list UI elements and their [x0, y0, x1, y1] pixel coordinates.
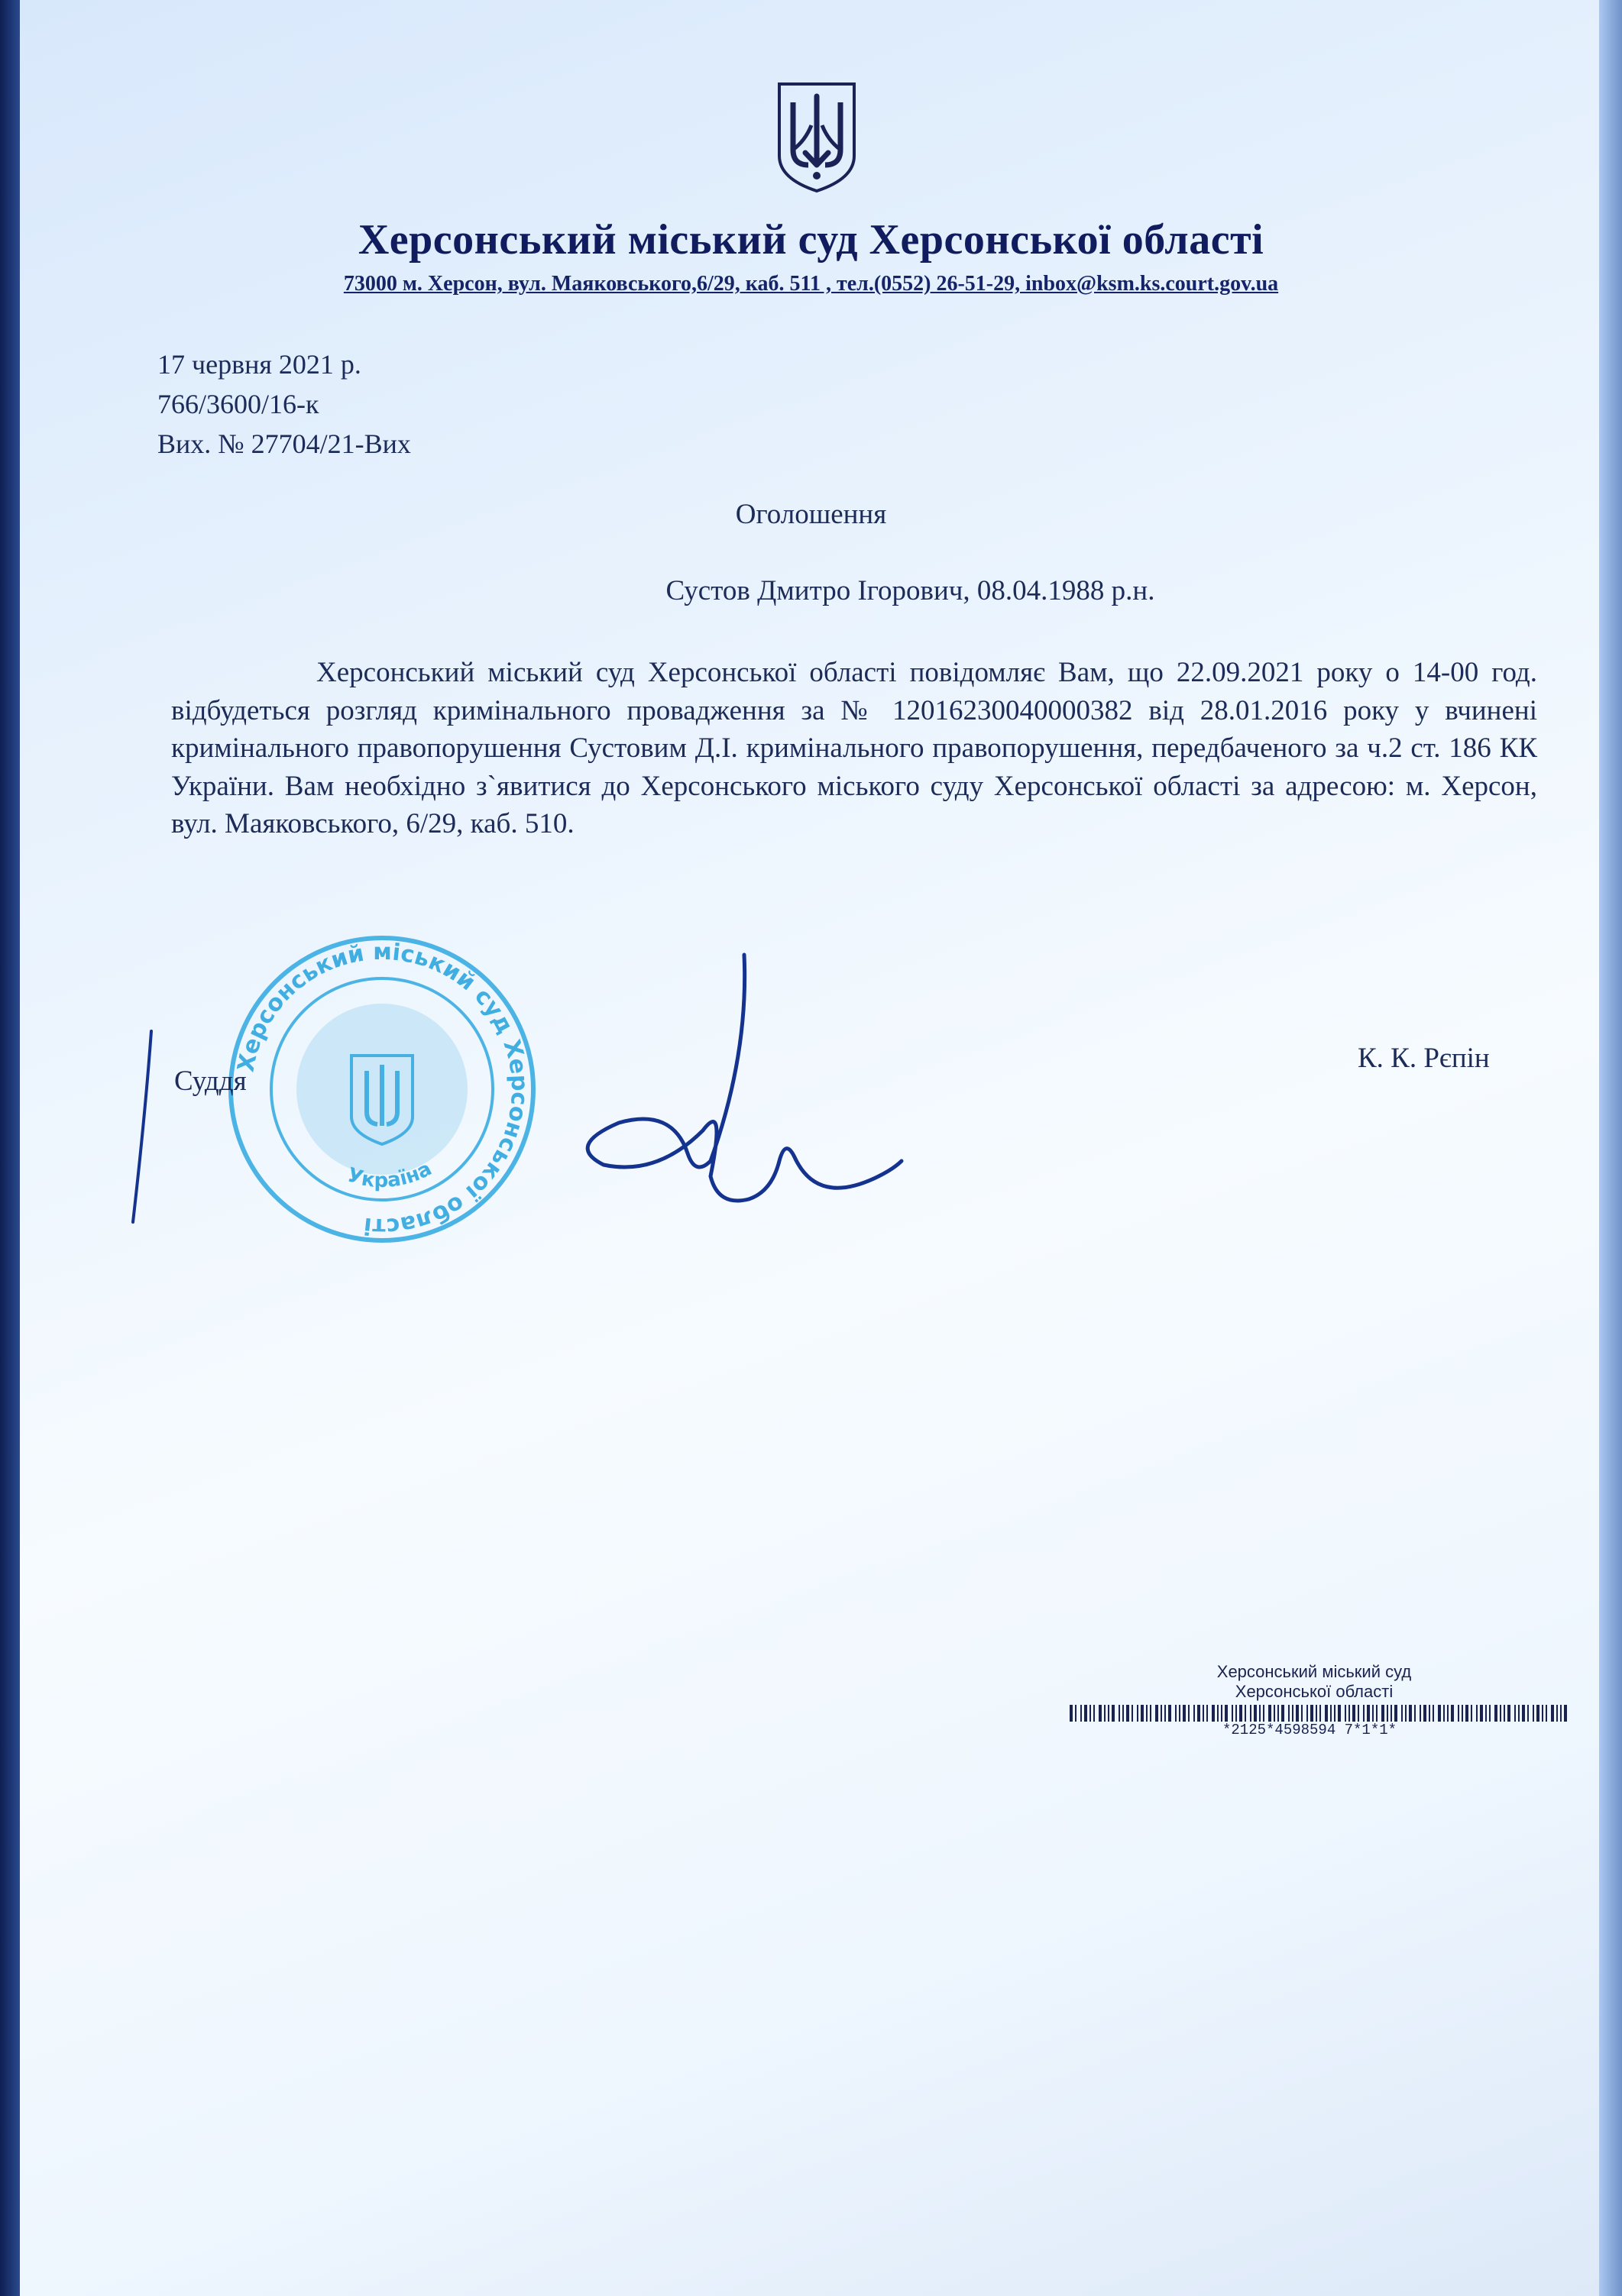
barcode-bar — [1099, 1705, 1102, 1722]
barcode-bar — [1080, 1705, 1082, 1722]
barcode-bar — [1507, 1705, 1510, 1722]
barcode-bar — [1465, 1705, 1468, 1722]
barcode-bar — [1206, 1705, 1208, 1722]
footer-org-line1: Херсонський міський суд — [1216, 1662, 1412, 1681]
barcode-bar — [1438, 1705, 1441, 1722]
barcode-bar — [1319, 1705, 1321, 1722]
barcode-bar — [1560, 1705, 1562, 1722]
barcode-bar — [1338, 1705, 1341, 1722]
scan-edge-right — [1599, 0, 1622, 2296]
barcode-bar — [1225, 1705, 1228, 1722]
barcode-bar — [1564, 1705, 1567, 1722]
barcode-bar — [1363, 1705, 1365, 1722]
notice-body: Херсонський міський суд Херсонської області повідомляє Вам, що 22.09.2021 року о 14-00 год. відбудеться розгляд кримінального провадження за № 12016230040000382 від 28.01.2016 року у вчинені кримінального правопорушення Сустовим Д.І. кримінального правопорушення, передбаченого за ч.2 ст. 186 КК України. Вам необхідно з`явитися до Херсонського міського суду Херсонської області за адресою: м. Херсон, вул. Маяковського, 6/29, каб. 510. — [171, 657, 1537, 840]
barcode-bar — [1221, 1705, 1222, 1722]
barcode-bar — [1527, 1705, 1529, 1722]
barcode-bar — [1122, 1705, 1124, 1722]
judge-name: К. К. Рєпін — [1358, 1043, 1490, 1074]
barcode-bar — [1514, 1705, 1516, 1722]
barcode-bar — [1150, 1705, 1151, 1722]
barcode-bar — [1494, 1705, 1497, 1722]
barcode-bar — [1358, 1705, 1359, 1722]
barcode-bar — [1352, 1705, 1355, 1722]
judge-label: Суддя — [174, 1066, 247, 1097]
coat-of-arms-icon — [775, 79, 859, 194]
barcode-bar — [1372, 1705, 1374, 1722]
barcode-bar — [1183, 1705, 1186, 1722]
barcode-bar — [1310, 1705, 1313, 1722]
barcode-bar — [1348, 1705, 1350, 1722]
barcode-bar — [1155, 1705, 1158, 1722]
barcode-bar — [1376, 1705, 1378, 1722]
barcode-bar — [1367, 1705, 1370, 1722]
barcode-bar — [1551, 1705, 1554, 1722]
barcode-bar — [1500, 1705, 1501, 1722]
barcode-bar — [1443, 1705, 1445, 1722]
barcode-bar — [1414, 1705, 1416, 1722]
barcode-bar — [1112, 1705, 1115, 1722]
barcode-bar — [1420, 1705, 1421, 1722]
barcode-bar — [1250, 1705, 1251, 1722]
barcode-bar — [1458, 1705, 1459, 1722]
stamp-outer-text: Херсонський міський суд Херсонської області — [232, 938, 533, 1240]
barcode-bar — [1316, 1705, 1317, 1722]
barcode-bar — [1471, 1705, 1472, 1722]
barcode-bar — [1212, 1705, 1215, 1722]
barcode-bar — [1306, 1705, 1308, 1722]
barcode-bar — [1405, 1705, 1407, 1722]
barcode-bar — [1518, 1705, 1520, 1722]
barcode-bar — [1188, 1705, 1190, 1722]
outgoing-number: Вих. № 27704/21-Вих — [157, 428, 411, 459]
barcode-bar — [1070, 1705, 1073, 1722]
barcode-bar — [1239, 1705, 1242, 1722]
barcode-bar — [1132, 1705, 1133, 1722]
barcode-bar — [1542, 1705, 1543, 1722]
addressee-line: Сустов Дмитро Ігорович, 08.04.1988 р.н. — [665, 575, 1155, 606]
barcode-bar — [1203, 1705, 1204, 1722]
case-number: 766/3600/16-к — [157, 389, 319, 419]
barcode-text: *2125*4598594 7*1*1* — [1222, 1722, 1397, 1738]
barcode-bar — [1104, 1705, 1106, 1722]
barcode-bar — [1161, 1705, 1162, 1722]
barcode-bar — [1296, 1705, 1299, 1722]
barcode-bar — [1381, 1705, 1384, 1722]
barcode-bar — [1179, 1705, 1180, 1722]
barcode-bar — [1093, 1705, 1095, 1722]
barcode-bar — [1217, 1705, 1219, 1722]
handwritten-signature — [107, 947, 909, 1245]
barcode-bar — [1476, 1705, 1478, 1722]
barcode-bar — [1433, 1705, 1434, 1722]
barcode-bar — [1245, 1705, 1246, 1722]
barcode-bar — [1504, 1705, 1505, 1722]
barcode-bar — [1137, 1705, 1138, 1722]
barcode-bar — [1391, 1705, 1392, 1722]
barcode-bar — [1263, 1705, 1264, 1722]
document-date: 17 червня 2021 р. — [157, 349, 361, 380]
barcode-bar — [1401, 1705, 1403, 1722]
barcode-bar — [1387, 1705, 1388, 1722]
barcode-bar — [1089, 1705, 1091, 1722]
barcode-bar — [1334, 1705, 1335, 1722]
barcode-bar — [1301, 1705, 1303, 1722]
stamp-country-text: Україна — [344, 1157, 436, 1193]
barcode-bar — [1268, 1705, 1271, 1722]
barcode-bar — [1288, 1705, 1290, 1722]
barcode-bar — [1254, 1705, 1257, 1722]
barcode-bar — [1522, 1705, 1525, 1722]
barcode-bar — [1447, 1705, 1449, 1722]
barcode-bar — [1075, 1705, 1076, 1722]
barcode-bar — [1141, 1705, 1144, 1722]
barcode-bar — [1345, 1705, 1346, 1722]
barcode-bar — [1175, 1705, 1177, 1722]
barcode-bar — [1429, 1705, 1430, 1722]
document-heading: Оголошення — [735, 499, 887, 530]
barcode-bar — [1235, 1705, 1237, 1722]
footer-org-line2: Херсонської області — [1235, 1682, 1394, 1701]
barcode-bar — [1485, 1705, 1487, 1722]
barcode-bar — [1146, 1705, 1148, 1722]
barcode-bar — [1480, 1705, 1483, 1722]
scan-edge-left — [0, 0, 20, 2296]
barcode-bar — [1168, 1705, 1171, 1722]
barcode-bar — [1281, 1705, 1284, 1722]
barcode-bar — [1292, 1705, 1293, 1722]
barcode-bar — [1423, 1705, 1426, 1722]
barcode-bar — [1108, 1705, 1109, 1722]
barcode-bar — [1325, 1705, 1328, 1722]
barcode-bar — [1259, 1705, 1261, 1722]
barcode-bar — [1126, 1705, 1129, 1722]
barcode-bar — [1277, 1705, 1279, 1722]
barcode-bar — [1084, 1705, 1087, 1722]
barcode-bar — [1164, 1705, 1166, 1722]
barcode-bar — [1409, 1705, 1412, 1722]
barcode-bar — [1330, 1705, 1332, 1722]
barcode-bar — [1462, 1705, 1463, 1722]
barcode-bar — [1556, 1705, 1558, 1722]
court-address: 73000 м. Херсон, вул. Маяковського,6/29, каб. 511 , тел.(0552) 26-51-29, inbox@ksm.ks.court.gov.ua — [343, 272, 1279, 296]
barcode-bar — [1546, 1705, 1547, 1722]
barcode-bar — [1197, 1705, 1200, 1722]
barcode-bar — [1536, 1705, 1539, 1722]
barcode-bar — [1489, 1705, 1491, 1722]
barcode — [1070, 1705, 1574, 1722]
barcode-bar — [1119, 1705, 1120, 1722]
barcode-bar — [1193, 1705, 1195, 1722]
barcode-bar — [1533, 1705, 1534, 1722]
barcode-bar — [1232, 1705, 1233, 1722]
barcode-bar — [1274, 1705, 1275, 1722]
barcode-bar — [1451, 1705, 1454, 1722]
court-title: Херсонський міський суд Херсонської області — [358, 216, 1264, 264]
barcode-bar — [1394, 1705, 1397, 1722]
